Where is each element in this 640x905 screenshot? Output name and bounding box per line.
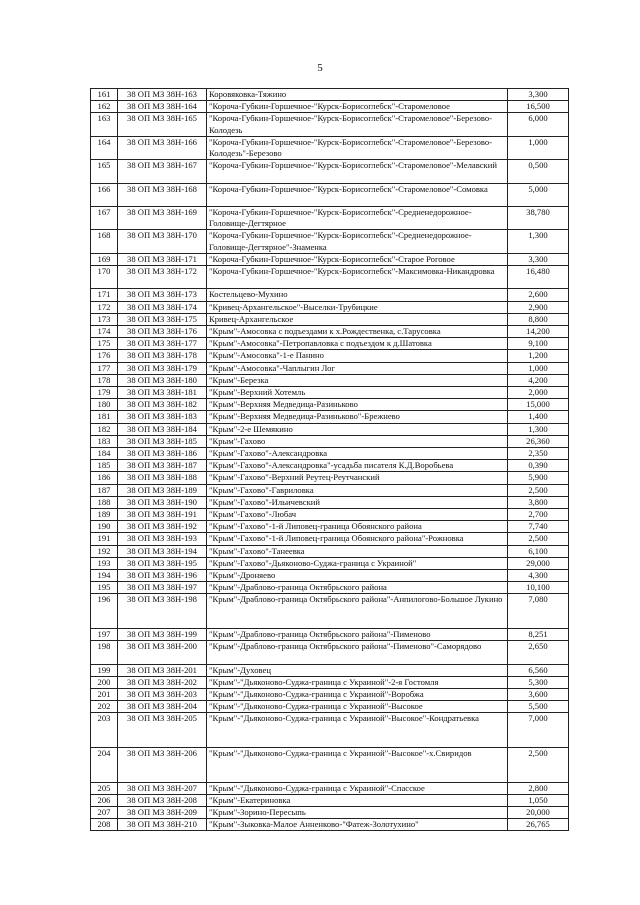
road-code: 38 ОП МЗ 38Н-194: [118, 545, 207, 557]
road-code: 38 ОП МЗ 38Н-176: [118, 326, 207, 338]
road-length: 5,900: [508, 472, 569, 484]
row-number: 181: [91, 411, 118, 423]
road-code: 38 ОП МЗ 38Н-164: [118, 101, 207, 113]
road-code: 38 ОП МЗ 38Н-202: [118, 676, 207, 688]
row-number: 205: [91, 782, 118, 794]
road-length: 16,480: [508, 266, 569, 289]
road-code: 38 ОП МЗ 38Н-201: [118, 664, 207, 676]
road-code: 38 ОП МЗ 38Н-196: [118, 570, 207, 582]
row-number: 196: [91, 594, 118, 629]
road-name: "Крым"-"Дьяконово-Суджа-граница с Украиной"-Высокое"-Кондратьевка: [207, 713, 508, 748]
row-number: 185: [91, 460, 118, 472]
road-name: "Короча-Губкин-Горшечное-"Курск-Борисоглебск"-Средненедорожное-Головище-Дегтярное: [207, 207, 508, 230]
road-code: 38 ОП МЗ 38Н-167: [118, 160, 207, 183]
table-row: [91, 160, 569, 183]
road-code: 38 ОП МЗ 38Н-210: [118, 819, 207, 831]
road-name: "Крым"-Гахово"-Александровка: [207, 448, 508, 460]
road-name: "Крым"-Гахово"-Александровка"-усадьба писателя К.Д.Воробьева: [207, 460, 508, 472]
road-length: 9,100: [508, 338, 569, 350]
road-length: 2,000: [508, 387, 569, 399]
road-code: 38 ОП МЗ 38Н-183: [118, 411, 207, 423]
table-row: [91, 266, 569, 289]
road-code: 38 ОП МЗ 38Н-186: [118, 448, 207, 460]
row-number: 208: [91, 819, 118, 831]
road-name: "Крым"-"Дьяконово-Суджа-граница с Украиной"-2-я Гостомля: [207, 676, 508, 688]
road-name: "Крым"-Гахово: [207, 435, 508, 447]
road-code: 38 ОП МЗ 38Н-166: [118, 136, 207, 159]
road-code: 38 ОП МЗ 38Н-203: [118, 689, 207, 701]
road-code: 38 ОП МЗ 38Н-178: [118, 350, 207, 362]
road-length: 26,765: [508, 819, 569, 831]
road-code: 38 ОП МЗ 38Н-168: [118, 183, 207, 206]
road-code: 38 ОП МЗ 38Н-197: [118, 582, 207, 594]
road-code: 38 ОП МЗ 38Н-180: [118, 374, 207, 386]
table-row: [91, 350, 569, 362]
road-code: 38 ОП МЗ 38Н-171: [118, 253, 207, 265]
road-code: 38 ОП МЗ 38Н-206: [118, 748, 207, 783]
table-row: [91, 713, 569, 748]
road-code: 38 ОП МЗ 38Н-184: [118, 423, 207, 435]
table-row: [91, 89, 569, 101]
table-row: [91, 253, 569, 265]
road-name: "Крым"-Гахово"-Гавриловка: [207, 484, 508, 496]
road-length: 6,000: [508, 113, 569, 136]
row-number: 187: [91, 484, 118, 496]
road-code: 38 ОП МЗ 38Н-200: [118, 641, 207, 664]
road-name: "Крым"-Гахово"-1-й Липовец-граница Обоянского района: [207, 521, 508, 533]
road-code: 38 ОП МЗ 38Н-191: [118, 509, 207, 521]
road-code: 38 ОП МЗ 38Н-195: [118, 557, 207, 569]
road-name: "Крым"-"Дьяконово-Суджа-граница с Украиной"-Высокое: [207, 701, 508, 713]
row-number: 162: [91, 101, 118, 113]
row-number: 201: [91, 689, 118, 701]
road-name: "Крым"-Амосовка"-Чаплыгин Лог: [207, 362, 508, 374]
road-name: "Короча-Губкин-Горшечное-"Курск-Борисоглебск"-Старомеловое"-Мелавский: [207, 160, 508, 183]
row-number: 171: [91, 289, 118, 301]
table-row: [91, 641, 569, 664]
row-number: 179: [91, 387, 118, 399]
road-length: 2,600: [508, 289, 569, 301]
road-code: 38 ОП МЗ 38Н-182: [118, 399, 207, 411]
road-name: "Крым"-Верхняя Медведица-Разиньково"-Брежнево: [207, 411, 508, 423]
road-code: 38 ОП МЗ 38Н-185: [118, 435, 207, 447]
table-row: [91, 509, 569, 521]
table-row: [91, 594, 569, 629]
roads-table-body: [91, 89, 569, 831]
table-row: [91, 533, 569, 545]
table-row: [91, 301, 569, 313]
road-name: "Крым"-"Дьяконово-Суджа-граница с Украиной"-Воробжа: [207, 689, 508, 701]
row-number: 182: [91, 423, 118, 435]
table-row: [91, 374, 569, 386]
table-row: [91, 411, 569, 423]
road-length: 29,000: [508, 557, 569, 569]
table-row: [91, 570, 569, 582]
road-length: 2,650: [508, 641, 569, 664]
row-number: 189: [91, 509, 118, 521]
road-length: 2,800: [508, 782, 569, 794]
road-code: 38 ОП МЗ 38Н-189: [118, 484, 207, 496]
road-code: 38 ОП МЗ 38Н-181: [118, 387, 207, 399]
road-code: 38 ОП МЗ 38Н-199: [118, 629, 207, 641]
road-name: "Короча-Губкин-Горшечное-"Курск-Борисоглебск"-Старомеловое"-Березово-Колодезь"-Березово: [207, 136, 508, 159]
road-name: "Короча-Губкин-Горшечное-"Курск-Борисоглебск"-Старое Роговое: [207, 253, 508, 265]
table-row: [91, 423, 569, 435]
road-name: "Крым"-Березка: [207, 374, 508, 386]
row-number: 206: [91, 794, 118, 806]
road-code: 38 ОП МЗ 38Н-190: [118, 496, 207, 508]
row-number: 195: [91, 582, 118, 594]
table-row: [91, 782, 569, 794]
road-code: 38 ОП МЗ 38Н-163: [118, 89, 207, 101]
table-row: [91, 207, 569, 230]
road-name: "Крым"-Амосовка"-Петропавловка с подъездом к д.Шатовка: [207, 338, 508, 350]
road-name: "Крым"-Драблово-граница Октябрьского района"-Анпилогово-Большое Лукино: [207, 594, 508, 629]
road-length: 26,360: [508, 435, 569, 447]
row-number: 166: [91, 183, 118, 206]
table-row: [91, 819, 569, 831]
table-row: [91, 183, 569, 206]
table-row: [91, 484, 569, 496]
road-name: "Короча-Губкин-Горшечное-"Курск-Борисоглебск"-Средненедорожное-Головище-Дегтярное"-Знаменка: [207, 230, 508, 253]
road-name: "Крым"-Гахово"-Танеевка: [207, 545, 508, 557]
road-length: 3,600: [508, 689, 569, 701]
row-number: 202: [91, 701, 118, 713]
table-row: [91, 794, 569, 806]
road-name: "Крым"-Дроняево: [207, 570, 508, 582]
road-code: 38 ОП МЗ 38Н-172: [118, 266, 207, 289]
road-name: "Крым"-2-е Шемякино: [207, 423, 508, 435]
road-length: 4,200: [508, 374, 569, 386]
road-name: "Кривец-Архангельское"-Выселки-Трубицкие: [207, 301, 508, 313]
road-length: 7,740: [508, 521, 569, 533]
row-number: 176: [91, 350, 118, 362]
row-number: 192: [91, 545, 118, 557]
road-name: "Крым"-Амосовка"-1-е Панино: [207, 350, 508, 362]
table-row: [91, 113, 569, 136]
row-number: 198: [91, 641, 118, 664]
table-row: [91, 629, 569, 641]
road-name: "Крым"-Зорино-Пересыпь: [207, 807, 508, 819]
road-name: "Короча-Губкин-Горшечное-"Курск-Борисоглебск"-Старомеловое"-Сомовка: [207, 183, 508, 206]
road-code: 38 ОП МЗ 38Н-165: [118, 113, 207, 136]
row-number: 204: [91, 748, 118, 783]
road-length: 14,200: [508, 326, 569, 338]
road-code: 38 ОП МЗ 38Н-177: [118, 338, 207, 350]
table-row: [91, 387, 569, 399]
road-name: "Крым"-Амосовка с подъездами к х.Рождественка, с.Тарусовка: [207, 326, 508, 338]
row-number: 172: [91, 301, 118, 313]
row-number: 193: [91, 557, 118, 569]
table-row: [91, 399, 569, 411]
road-code: 38 ОП МЗ 38Н-169: [118, 207, 207, 230]
row-number: 200: [91, 676, 118, 688]
road-length: 2,500: [508, 484, 569, 496]
road-length: 1,400: [508, 411, 569, 423]
road-code: 38 ОП МЗ 38Н-187: [118, 460, 207, 472]
road-length: 2,500: [508, 533, 569, 545]
road-length: 38,780: [508, 207, 569, 230]
road-length: 6,100: [508, 545, 569, 557]
road-length: 1,300: [508, 230, 569, 253]
road-code: 38 ОП МЗ 38Н-179: [118, 362, 207, 374]
road-length: 15,000: [508, 399, 569, 411]
road-length: 7,080: [508, 594, 569, 629]
road-length: 20,000: [508, 807, 569, 819]
road-name: "Короча-Губкин-Горшечное-"Курск-Борисоглебск"-Старомеловое"-Березово-Колодезь: [207, 113, 508, 136]
road-name: "Крым"-Гахово"-Любач: [207, 509, 508, 521]
road-code: 38 ОП МЗ 38Н-205: [118, 713, 207, 748]
row-number: 199: [91, 664, 118, 676]
row-number: 203: [91, 713, 118, 748]
table-row: [91, 689, 569, 701]
road-code: 38 ОП МЗ 38Н-208: [118, 794, 207, 806]
road-name: "Крым"-"Дьяконово-Суджа-граница с Украиной"-Высокое"-х.Свиридов: [207, 748, 508, 783]
road-length: 3,300: [508, 253, 569, 265]
road-length: 0,500: [508, 160, 569, 183]
road-name: "Крым"-Гахово"-Верхний Реутец-Реутчанский: [207, 472, 508, 484]
table-row: [91, 521, 569, 533]
page-number: 5: [317, 62, 323, 74]
road-code: 38 ОП МЗ 38Н-188: [118, 472, 207, 484]
road-length: 1,050: [508, 794, 569, 806]
table-row: [91, 289, 569, 301]
table-row: [91, 472, 569, 484]
road-name: "Короча-Губкин-Горшечное-"Курск-Борисоглебск"-Максимовка-Никандровка: [207, 266, 508, 289]
row-number: 164: [91, 136, 118, 159]
road-name: "Крым"-Духовец: [207, 664, 508, 676]
table-row: [91, 545, 569, 557]
row-number: 168: [91, 230, 118, 253]
row-number: 190: [91, 521, 118, 533]
table-row: [91, 582, 569, 594]
road-code: 38 ОП МЗ 38Н-173: [118, 289, 207, 301]
road-code: 38 ОП МЗ 38Н-175: [118, 313, 207, 325]
row-number: 178: [91, 374, 118, 386]
table-row: [91, 557, 569, 569]
road-length: 5,500: [508, 701, 569, 713]
road-code: 38 ОП МЗ 38Н-174: [118, 301, 207, 313]
road-code: 38 ОП МЗ 38Н-207: [118, 782, 207, 794]
table-row: [91, 807, 569, 819]
road-length: 1,000: [508, 362, 569, 374]
row-number: 173: [91, 313, 118, 325]
table-row: [91, 435, 569, 447]
road-length: 8,800: [508, 313, 569, 325]
road-length: 8,251: [508, 629, 569, 641]
row-number: 194: [91, 570, 118, 582]
road-name: Коровяковка-Тяжино: [207, 89, 508, 101]
row-number: 184: [91, 448, 118, 460]
row-number: 161: [91, 89, 118, 101]
row-number: 163: [91, 113, 118, 136]
road-code: 38 ОП МЗ 38Н-193: [118, 533, 207, 545]
road-name: "Крым"-Драблово-граница Октябрьского района"-Пименово"-Саморядово: [207, 641, 508, 664]
table-row: [91, 313, 569, 325]
road-name: "Крым"-Екатериновка: [207, 794, 508, 806]
road-length: 1,300: [508, 423, 569, 435]
row-number: 207: [91, 807, 118, 819]
road-length: 2,500: [508, 748, 569, 783]
row-number: 165: [91, 160, 118, 183]
table-row: [91, 338, 569, 350]
road-length: 3,300: [508, 89, 569, 101]
road-length: 2,700: [508, 509, 569, 521]
road-code: 38 ОП МЗ 38Н-209: [118, 807, 207, 819]
road-name: Кривец-Архангельское: [207, 313, 508, 325]
road-code: 38 ОП МЗ 38Н-192: [118, 521, 207, 533]
row-number: 177: [91, 362, 118, 374]
row-number: 174: [91, 326, 118, 338]
road-length: 5,000: [508, 183, 569, 206]
table-row: [91, 664, 569, 676]
road-length: 1,200: [508, 350, 569, 362]
road-length: 16,500: [508, 101, 569, 113]
road-name: "Крым"-Драблово-граница Октябрьского района: [207, 582, 508, 594]
road-name: "Крым"-Драблово-граница Октябрьского района"-Пименово: [207, 629, 508, 641]
road-code: 38 ОП МЗ 38Н-170: [118, 230, 207, 253]
road-length: 5,300: [508, 676, 569, 688]
row-number: 191: [91, 533, 118, 545]
road-name: "Крым"-Гахово"-Ильичевский: [207, 496, 508, 508]
table-row: [91, 748, 569, 783]
row-number: 169: [91, 253, 118, 265]
road-length: 1,000: [508, 136, 569, 159]
row-number: 167: [91, 207, 118, 230]
road-code: 38 ОП МЗ 38Н-204: [118, 701, 207, 713]
road-code: 38 ОП МЗ 38Н-198: [118, 594, 207, 629]
road-length: 7,000: [508, 713, 569, 748]
road-length: 6,560: [508, 664, 569, 676]
row-number: 180: [91, 399, 118, 411]
road-length: 3,800: [508, 496, 569, 508]
table-row: [91, 136, 569, 159]
road-name: "Крым"-Верхняя Медведица-Разиньково: [207, 399, 508, 411]
table-row: [91, 230, 569, 253]
table-row: [91, 101, 569, 113]
road-name: "Крым"-Гахово"-1-й Липовец-граница Обоянского района"-Рожновка: [207, 533, 508, 545]
table-row: [91, 362, 569, 374]
roads-table: [90, 88, 569, 831]
row-number: 175: [91, 338, 118, 350]
road-length: 2,900: [508, 301, 569, 313]
road-name: "Крым"-Зыковка-Малое Анненково-"Фатеж-Золотухино": [207, 819, 508, 831]
row-number: 183: [91, 435, 118, 447]
road-name: "Крым"-Верхний Хотемль: [207, 387, 508, 399]
table-row: [91, 448, 569, 460]
row-number: 186: [91, 472, 118, 484]
table-row: [91, 460, 569, 472]
road-name: "Крым"-Гахово"-Дьяконово-Суджа-граница с Украиной": [207, 557, 508, 569]
road-name: "Крым"-"Дьяконово-Суджа-граница с Украиной"-Спасское: [207, 782, 508, 794]
table-row: [91, 326, 569, 338]
road-name: "Короча-Губкин-Горшечное-"Курск-Борисоглебск"-Старомеловое: [207, 101, 508, 113]
table-row: [91, 676, 569, 688]
row-number: 197: [91, 629, 118, 641]
row-number: 188: [91, 496, 118, 508]
road-length: 4,300: [508, 570, 569, 582]
table-row: [91, 701, 569, 713]
road-name: Костельцево-Мухино: [207, 289, 508, 301]
table-row: [91, 496, 569, 508]
road-length: 2,350: [508, 448, 569, 460]
road-length: 0,390: [508, 460, 569, 472]
row-number: 170: [91, 266, 118, 289]
road-length: 10,100: [508, 582, 569, 594]
